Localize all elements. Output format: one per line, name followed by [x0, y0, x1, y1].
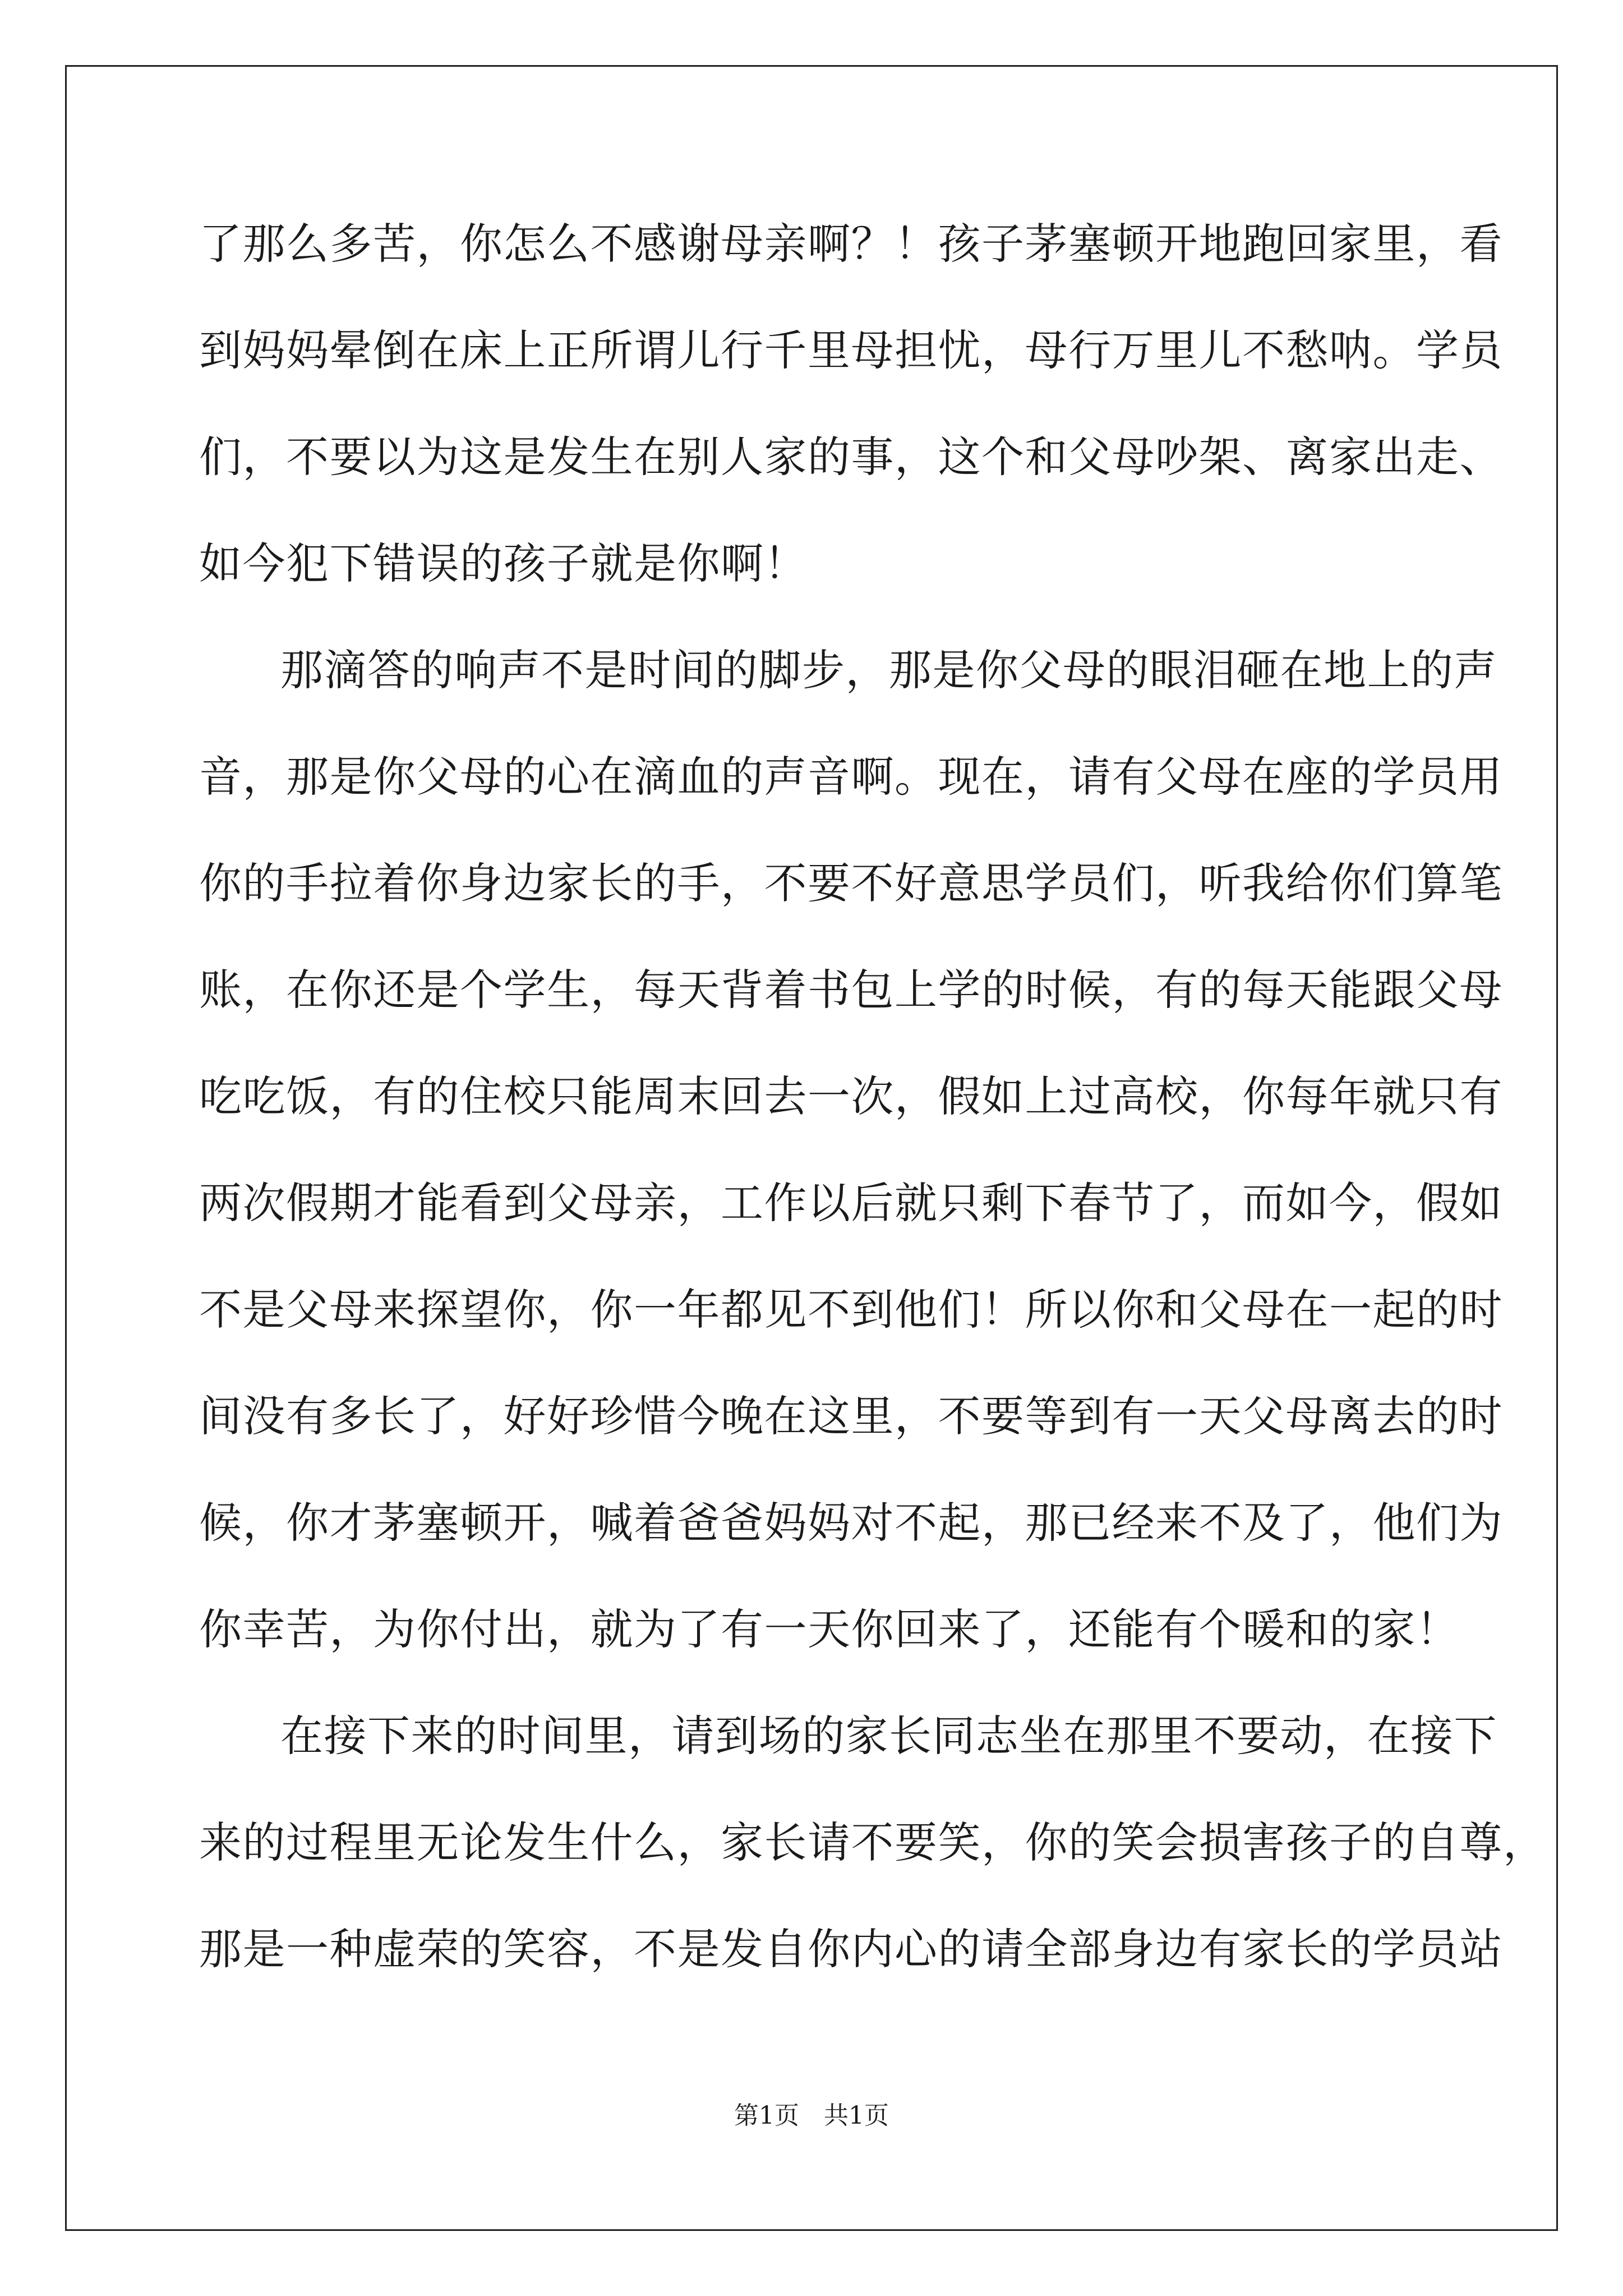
text-line: 那滴答的响声不是时间的脚步，那是你父母的眼泪砸在地上的声 [280, 645, 1497, 695]
text-line: 不是父母来探望你，你一年都见不到他们！所以你和父母在一起的时 [199, 1285, 1503, 1335]
text-line: 你幸苦，为你付出，就为了有一天你回来了，还能有个暖和的家！ [199, 1604, 1460, 1654]
text-line: 来的过程里无论发生什么，家长请不要笑，你的笑会损害孩子的自尊， [199, 1818, 1547, 1867]
text-line: 了那么多苦，你怎么不感谢母亲啊？！孩子茅塞顿开地跑回家里，看 [199, 219, 1503, 269]
text-line: 两次假期才能看到父母亲，工作以后就只剩下春节了，而如今，假如 [199, 1178, 1503, 1228]
text-line: 那是一种虚荣的笑容，不是发自你内心的请全部身边有家长的学员站 [199, 1924, 1503, 1974]
text-line: 候，你才茅塞顿开，喊着爸爸妈妈对不起，那已经来不及了，他们为 [199, 1498, 1503, 1548]
text-line: 账，在你还是个学生，每天背着书包上学的时候，有的每天能跟父母 [199, 965, 1503, 1015]
text-line: 到妈妈晕倒在床上正所谓儿行千里母担忧，母行万里儿不愁呐。学员 [199, 325, 1503, 375]
text-line: 音，那是你父母的心在滴血的声音啊。现在，请有父母在座的学员用 [199, 752, 1503, 802]
page-border [65, 65, 1558, 2231]
text-line: 们，不要以为这是发生在别人家的事，这个和父母吵架、离家出走、 [199, 432, 1503, 482]
text-line: 吃吃饭，有的住校只能周末回去一次，假如上过高校，你每年就只有 [199, 1071, 1503, 1121]
text-line: 如今犯下错误的孩子就是你啊！ [199, 539, 808, 588]
text-line: 你的手拉着你身边家长的手，不要不好意思学员们，听我给你们算笔 [199, 858, 1503, 908]
page-footer: 第1页 共1页 [734, 2101, 889, 2130]
text-line: 间没有多长了，好好珍惜今晚在这里，不要等到有一天父母离去的时 [199, 1391, 1503, 1441]
text-line: 在接下来的时间里，请到场的家长同志坐在那里不要动，在接下 [280, 1711, 1497, 1761]
